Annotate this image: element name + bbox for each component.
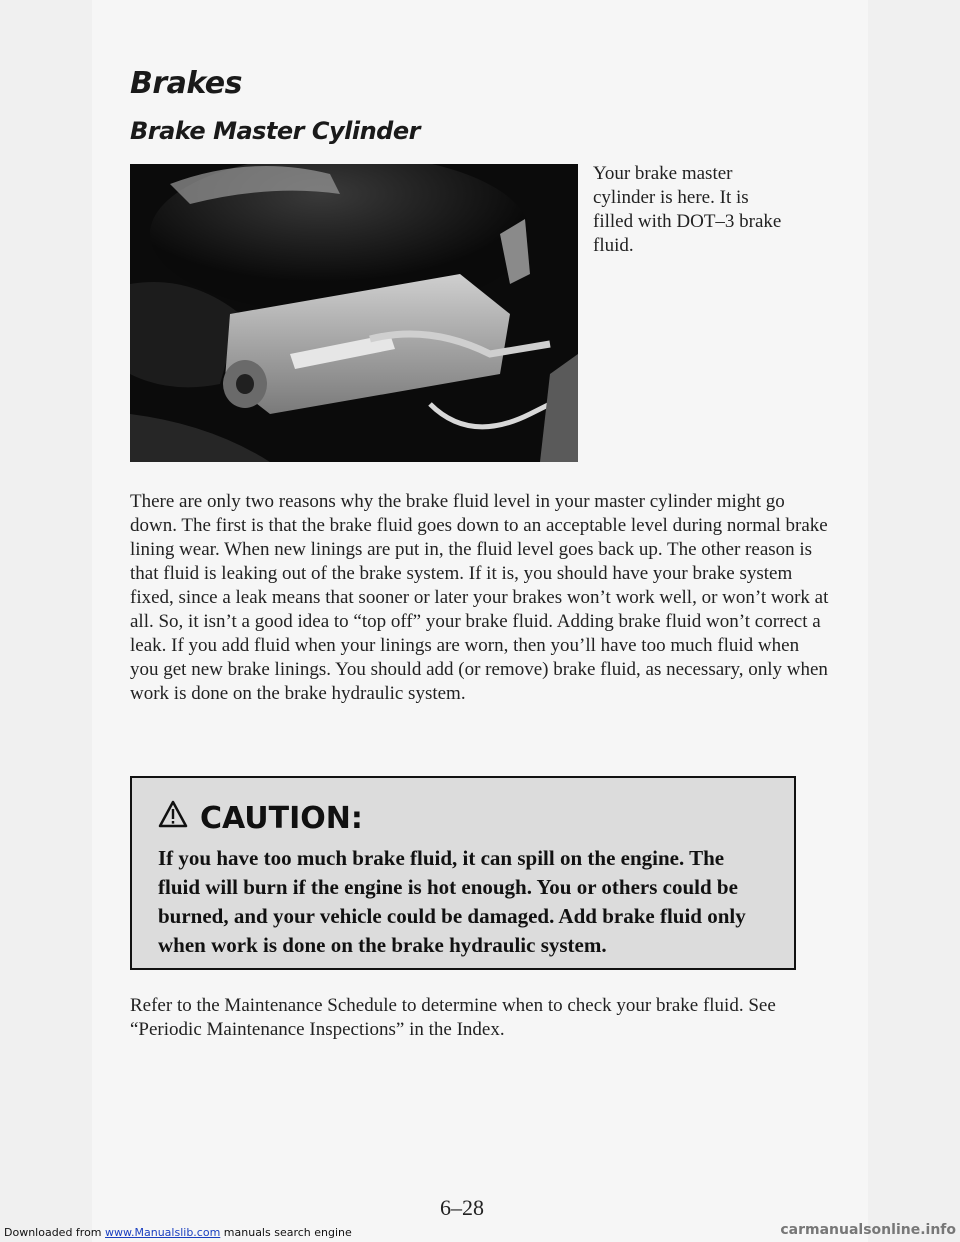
caution-label: CAUTION:	[200, 800, 363, 836]
section-title: Brakes	[130, 66, 242, 101]
subsection-title: Brake Master Cylinder	[130, 117, 420, 145]
caution-text: If you have too much brake fluid, it can spill on the engine. The fluid will burn if the engine is hot enough. You or others could be burned, and your vehicle could be damaged. Add brake fluid only when work is done on the brake hydraulic system.	[158, 846, 746, 957]
photo-caption: Your brake master cylinder is here. It is filled with DOT–3 brake fluid.	[593, 163, 782, 256]
caution-box	[130, 776, 796, 970]
caution-heading	[158, 800, 363, 836]
page-number: 6–28	[440, 1195, 484, 1220]
warning-triangle-icon	[158, 800, 188, 836]
download-footer	[4, 1226, 352, 1239]
manualslib-link[interactable]: www.Manualslib.com	[105, 1226, 221, 1239]
body-paragraph: There are only two reasons why the brake fluid level in your master cylinder might go down. The first is that the brake fluid goes down to an acceptable level during normal brake lining wear. When new linings are put in, the fluid level goes back up. The other reason is that fluid is leaking out of the brake system. If it is, you should have your brake system fixed, since a leak means that sooner or later your brakes won’t work well, or won’t work at all. So, it isn’t a good idea to “top off” your brake fluid. Adding brake fluid won’t correct a leak. If you add fluid when your linings are worn, then you’ll have too much fluid when you get new brake linings. You should add (or remove) brake fluid, as necessary, only when work is done on the brake hydraulic system.	[130, 491, 829, 704]
brake-master-cylinder-photo	[130, 164, 578, 462]
footer-suffix: manuals search engine	[220, 1226, 352, 1239]
footer-prefix: Downloaded from	[4, 1226, 106, 1239]
watermark-text: carmanualsonline.info	[780, 1222, 956, 1238]
closing-paragraph: Refer to the Maintenance Schedule to determine when to check your brake fluid. See “Periodic Maintenance Inspections” in the Index.	[130, 995, 776, 1040]
